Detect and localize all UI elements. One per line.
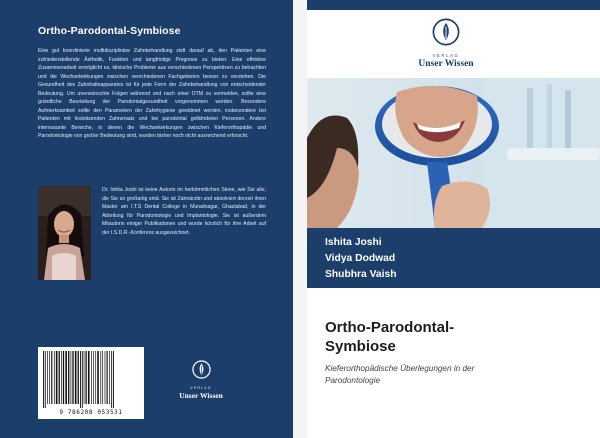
barcode-bar <box>51 351 52 404</box>
barcode-bar <box>61 351 62 404</box>
barcode-bar <box>111 351 112 408</box>
barcode-bar <box>78 351 79 404</box>
barcode <box>38 347 144 419</box>
author-name: Shubhra Vaish <box>325 269 397 280</box>
barcode-bar <box>47 351 48 404</box>
barcode-bar <box>113 351 114 408</box>
book-subtitle <box>325 363 575 387</box>
front-logo-verlag: VERLAG <box>432 53 460 58</box>
barcode-bar <box>49 351 50 404</box>
back-cover-description: Eine gut koordinierte multidisziplinäre Zahnbehandlung zielt darauf ab, den Patienten eine zufriedenstellende Ästhetik, Funktion und langfristige Prognose zu bieten. Eine effektive Zusammenarbeit ermöglicht es, klinische Probleme aus verschiedenen Perspektiven zu betrachten und die Wechselwirkungen zwischen verschiedenen Fachgebieten besser zu verstehen. Die Gesundheit des Zahnhalteapparates ist für jede Form der Zahnbehandlung von entscheidender Bedeutung. Um unerwünschte Folgen während und nach einer OTM zu vermeiden, sollte eine gründliche Beurteilung der Parodontalgesundheit vorgenommen werden. Besondere Aufmerksamkeit sollte den Parametern der Zahnhygiene gewidmet werden, insbesondere bei Patienten mit festsitzenden Zahnersatz und bei parodontal gefährdeten Personen. Andere interessante Bereiche, in denen die Wechselwirkungen zwischen Kieferorthopädie und Parodontologie von großer Bedeutung sind, wurden bisher noch nicht ausreichend erforscht. <box>38 48 266 140</box>
front-cover <box>307 0 600 438</box>
barcode-bar <box>75 351 77 404</box>
barcode-bar <box>107 351 108 404</box>
front-top-bar <box>307 0 600 10</box>
barcode-bars <box>41 351 141 408</box>
barcode-bar <box>109 351 110 404</box>
book-subtitle-line: Parodontologie <box>325 376 381 385</box>
barcode-bar <box>65 351 67 404</box>
barcode-bar <box>100 351 101 404</box>
back-logo-verlag: VERLAG <box>190 386 212 390</box>
barcode-number: 9 786208 053531 <box>59 409 123 416</box>
front-logo-name: Unser Wissen <box>418 59 474 69</box>
barcode-bar <box>71 351 72 404</box>
barcode-bar <box>43 351 44 408</box>
barcode-bar <box>102 351 103 404</box>
quill-pen-circle-icon <box>192 360 211 379</box>
back-logo-name: Unser Wissen <box>179 391 223 400</box>
barcode-bar <box>56 351 58 404</box>
back-cover <box>0 0 293 438</box>
barcode-bar <box>54 351 55 404</box>
barcode-bar <box>93 351 94 404</box>
quill-pen-circle-icon <box>432 18 460 46</box>
barcode-bar <box>91 351 92 404</box>
barcode-bar <box>88 351 90 404</box>
cover-image-dental-mirror <box>307 78 600 228</box>
barcode-bar <box>97 351 99 404</box>
author-name: Vidya Dodwad <box>325 253 396 264</box>
back-cover-title: Ortho-Parodontal-Symbiose <box>38 25 181 37</box>
front-publisher-logo <box>405 18 487 69</box>
barcode-bar <box>59 351 60 404</box>
author-list <box>325 235 397 283</box>
barcode-bar <box>84 351 85 404</box>
barcode-bar <box>82 351 83 408</box>
author-photo <box>38 186 91 280</box>
book-title-line: Ortho-Parodontal- <box>325 319 455 336</box>
barcode-bar <box>63 351 64 404</box>
barcode-bar <box>80 351 81 408</box>
barcode-bar <box>72 351 73 404</box>
book-spine <box>293 0 307 438</box>
book-title <box>325 318 575 356</box>
book-subtitle-line: Kieferorthopädische Überlegungen in der <box>325 364 475 373</box>
back-publisher-logo <box>170 360 232 400</box>
book-title-line: Symbiose <box>325 338 396 355</box>
barcode-bar <box>95 351 96 404</box>
author-bio: Dr. Ishita Joshi ist keine Autorin im herkömmlichen Sinne, wie Sie alle, die Sie so großartig sind. Sie ist Zahnärztin und absolviert derzeit ihren Master am I.T.S Dental College in Muradnagar, Ghaziabad, in der Abteilung für Parodontologie und Implantologie. Sie ist außerdem Mitautorin einiger Publikationen und wurde kürzlich für ihre Arbeit auf der I.S.D.R.-Konferenz ausgezeichnet. <box>102 187 266 236</box>
author-name: Ishita Joshi <box>325 237 382 248</box>
cover-band <box>307 78 600 288</box>
barcode-bar <box>85 351 86 404</box>
barcode-bar <box>68 351 69 404</box>
barcode-bar <box>105 351 106 404</box>
barcode-bar <box>45 351 46 408</box>
